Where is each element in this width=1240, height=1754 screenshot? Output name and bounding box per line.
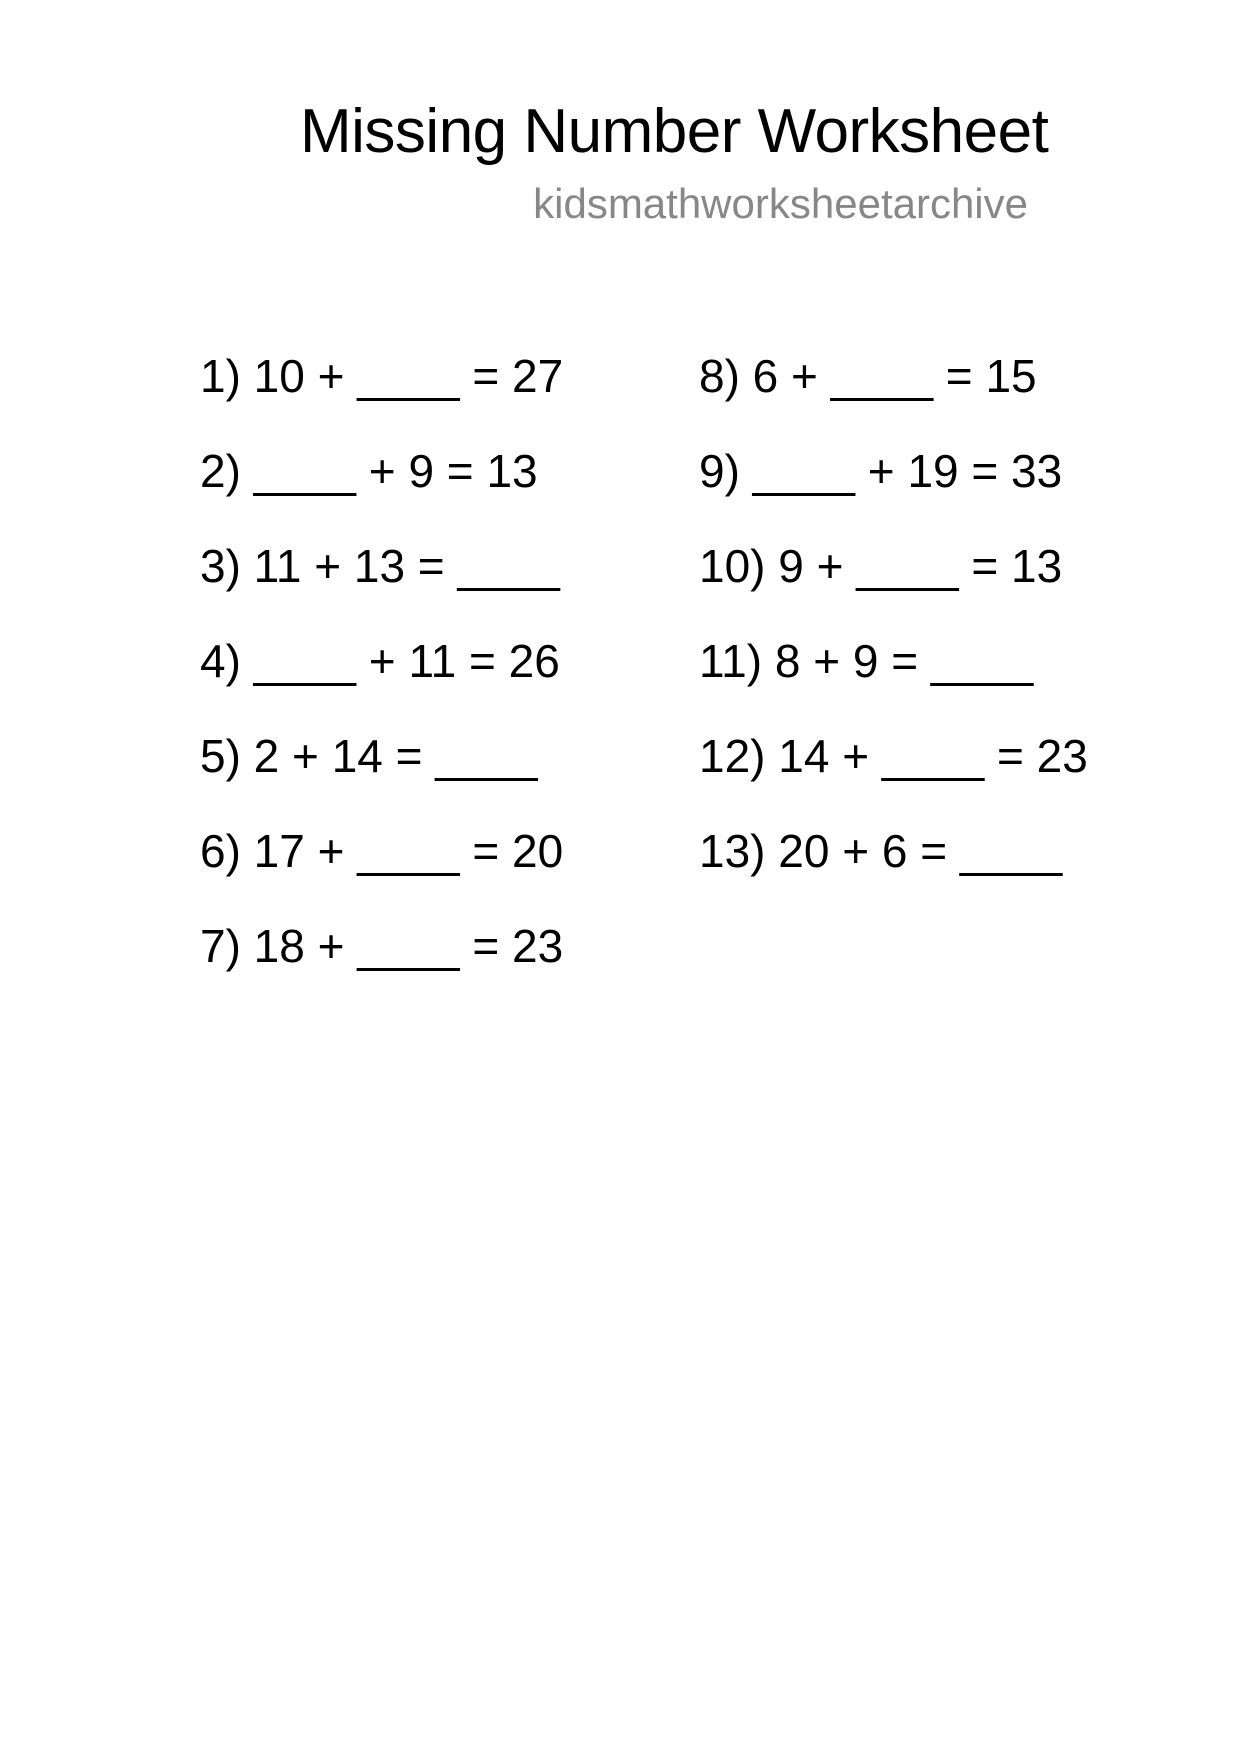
problem: 12) 14 + ____ = 23 xyxy=(699,730,1088,782)
problems-left-column xyxy=(200,348,563,1013)
problem: 2) ____ + 9 = 13 xyxy=(200,445,538,497)
problem: 1) 10 + ____ = 27 xyxy=(200,350,564,402)
problem: 7) 18 + ____ = 23 xyxy=(200,920,564,972)
worksheet-title: Missing Number Worksheet xyxy=(300,97,1049,166)
problem: 10) 9 + ____ = 13 xyxy=(699,540,1063,592)
problem: 5) 2 + 14 = ____ xyxy=(200,730,538,782)
problem: 8) 6 + ____ = 15 xyxy=(699,350,1037,402)
problem: 11) 8 + 9 = ____ xyxy=(699,635,1034,687)
problem: 4) ____ + 11 = 26 xyxy=(200,635,560,687)
problem: 9) ____ + 19 = 33 xyxy=(699,445,1063,497)
worksheet-source: kidsmathworksheetarchive xyxy=(533,180,1028,227)
problem: 3) 11 + 13 = ____ xyxy=(200,540,560,592)
problem: 13) 20 + 6 = ____ xyxy=(699,825,1063,877)
problems-right-column xyxy=(699,348,1088,918)
problem: 6) 17 + ____ = 20 xyxy=(200,825,564,877)
